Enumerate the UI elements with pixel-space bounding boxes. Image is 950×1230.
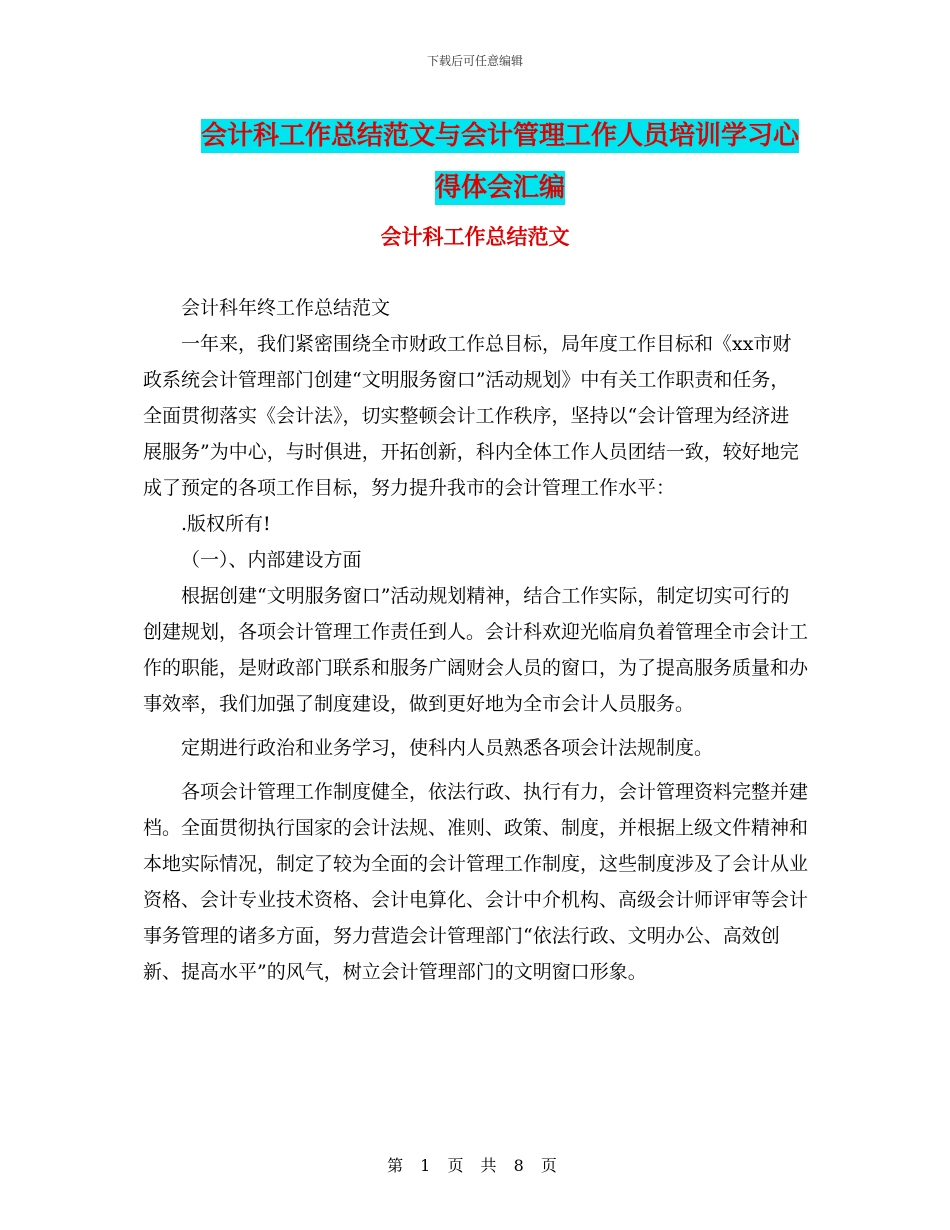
title-line-1: 会计科工作总结范文与会计管理工作人员培训学习心 [200, 121, 799, 151]
page-footer: 第 1 页 共 8 页 [387, 1156, 563, 1175]
paragraph-section-heading: （一）、内部建设方面 [181, 549, 362, 571]
title-line-2: 得体会汇编 [434, 173, 565, 203]
paragraph-copyright: .版权所有! [181, 513, 271, 535]
paragraph-regulations: 各项会计管理工作制度健全，依法行政、执行有力，会计管理资料完整并建档。全面贯彻执行国家的会计法规、准则、政策、制度，并根据上级文件精神和本地实际情况，制定了较为全面的会计管理工作制度，这些制度涉及了会计从业资格、会计专业技术资格、会计电算化、会计中介机构、高级会计师评审等会计事务管理的诸多方面，努力营造会计管理部门“依法行政、文明办公、高效创新、提高水平”的风气，树立会计管理部门的文明窗口形象。 [143, 781, 809, 983]
paragraph-study: 定期进行政治和业务学习，使科内人员熟悉各项会计法规制度。 [181, 737, 714, 759]
section-subtitle: 会计科工作总结范文 [380, 225, 570, 249]
document-title [140, 110, 860, 214]
body-content [143, 290, 808, 990]
paragraph-heading: 会计科年终工作总结范文 [181, 297, 391, 319]
header-note: 下载后可任意编辑 [426, 54, 523, 68]
paragraph-internal-building: 根据创建“文明服务窗口”活动规划精神，结合工作实际，制定切实可行的创建规划，各项会计管理工作责任到人。会计科欢迎光临肩负着管理全市会计工作的职能，是财政部门联系和服务广阔财会人员的窗口，为了提高服务质量和办事效率，我们加强了制度建设，做到更好地为全市会计人员服务。 [143, 585, 809, 715]
paragraph-intro: 一年来，我们紧密围绕全市财政工作总目标，局年度工作目标和《xx市财政系统会计管理部门创建“文明服务窗口”活动规划》中有关工作职责和任务，全面贯彻落实《会计法》，切实整顿会计工作秩序，坚持以“会计管理为经济进展服务”为中心，与时俱进，开拓创新，科内全体工作人员团结一致，较好地完成了预定的各项工作目标，努力提升我市的会计管理工作水平： [143, 333, 799, 499]
